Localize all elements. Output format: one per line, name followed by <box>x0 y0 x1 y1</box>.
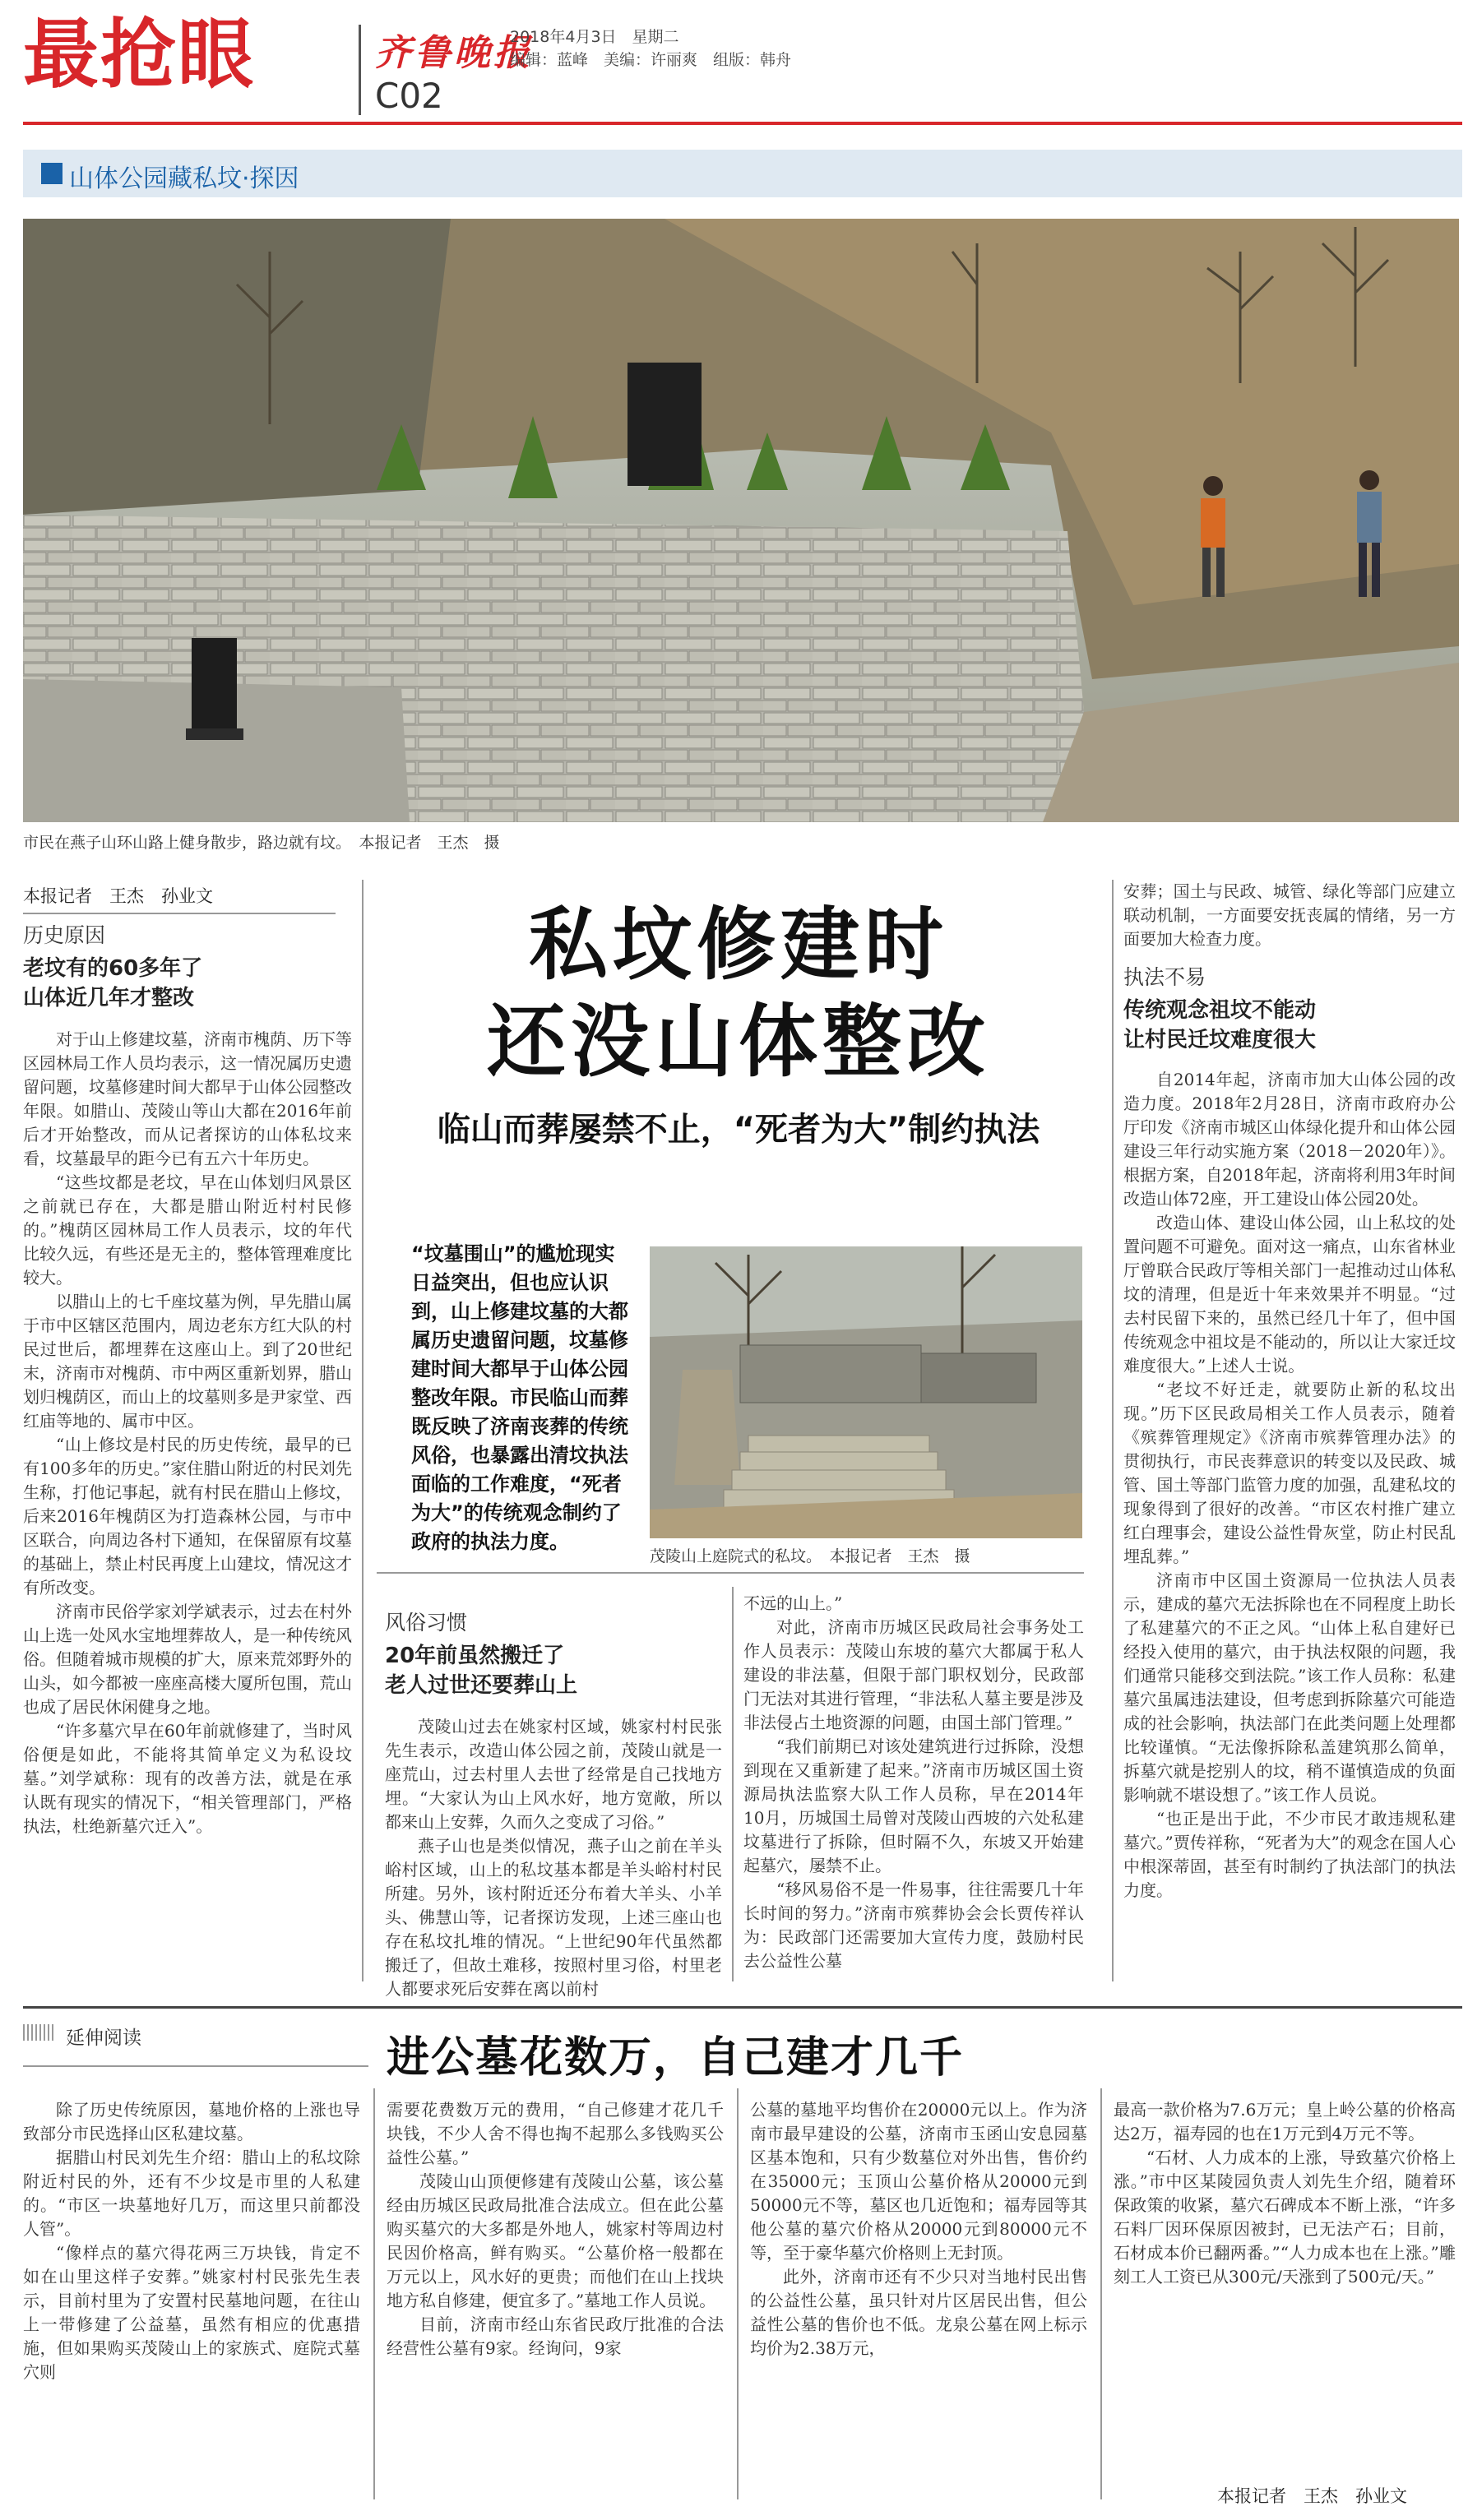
paragraph: “山上修坟是村民的历史传统，最早的已有100多年的历史。”家住腊山附近的村民刘先生称，打他记事起，就有村民在腊山上修坟，后来2016年槐荫区为打造森林公园，与市中区联合，向周边各村下通知，在保留原有坟墓的基础上，禁止村民再度上山建坟，情况这才有所改变。 <box>23 1435 352 1598</box>
body-text <box>385 1715 722 2001</box>
paragraph: 改造山体、建设山体公园，山上私坟的处置问题不可避免。面对这一痛点，山东省林业厅曾联合民政厅等相关部门一起推动过山体私坟的清理，但是近十年来效果并不明显。“过去村民留下来的，虽然已经几十年了，但中国传统观念中祖坟是不能动的，所以让大家迁坟难度很大。”上述人士说。 <box>1123 1213 1456 1376</box>
paragraph: 茂陵山山顶便修建有茂陵山公墓，该公墓经由历城区民政局批准合法成立。但在此公墓购买墓穴的大多都是外地人，姚家村等周边村民因价格高，鲜有购买。“公墓价格一般都在万元以上，风水好的更贵；而他们在山上找块地方私自修建，便宜多了。”墓地工作人员说。 <box>387 2171 724 2310</box>
article-column-2 <box>385 1607 722 2001</box>
lead-summary: “坟墓围山”的尴尬现实日益突出，但也应认识到，山上修建坟墓的大都属历史遗留问题，坟墓修建时间大都早于山体公园整改年限。市民临山而葬既反映了济南丧葬的传统风俗，也暴露出清坟执法面临的工作难度，“死者为大”的传统观念制约了政府的执法力度。 <box>411 1242 628 1553</box>
paragraph: “许多墓穴早在60年前就修建了，当时风俗便是如此，不能将其简单定义为私设坟墓。”刘学斌称：现有的改善方法，就是在承认既有现实的情况下，“相关管理部门，严格执法，杜绝新墓穴迁入”。 <box>23 1721 352 1836</box>
headline-line-2: 还没山体整改 <box>487 996 990 1088</box>
paragraph: “移风易俗不是一件易事，往往需要几十年长时间的努力。”济南市殡葬协会会长贾传祥认为：民政部门还需要加大宣传力度，鼓励村民去公益性公墓 <box>743 1880 1084 1971</box>
paragraph: 据腊山村民刘先生介绍：腊山上的私坟除附近村民的外，还有不少坟是市里的人私建的。“市区一块墓地好几万，而这里只前都没人管”。 <box>23 2148 360 2239</box>
bottom-byline: 本报记者 王杰 孙业文 <box>1217 2486 1407 2506</box>
issue-date: 2018年4月3日 星期二 <box>510 28 679 46</box>
bottom-column-2 <box>387 2098 724 2360</box>
header-rule <box>23 122 1462 125</box>
page-number: C02 <box>375 76 443 116</box>
column-rule <box>1112 880 1114 1981</box>
deck-line: 传统观念祖坟不能动 <box>1123 998 1317 1023</box>
deck-line: 山体近几年才整改 <box>23 986 195 1010</box>
headline-block <box>377 896 1100 1150</box>
top-photo-caption: 市民在燕子山环山路上健身散步，路边就有坟。 本报记者 王杰 摄 <box>23 834 500 852</box>
paragraph: 目前，济南市经山东省民政厅批准的合法经营性公墓有9家。经询问，9家 <box>387 2314 724 2358</box>
article-column-4 <box>1123 880 1456 1903</box>
section-kicker: 风俗习惯 <box>385 1611 468 1635</box>
paragraph: 济南市民俗学家刘学斌表示，过去在村外山上选一处风水宝地埋葬故人，是一种传统风俗。但随着城市规模的扩大，原来荒郊野外的山头，如今都被一座座高楼大厦所包围，荒山也成了居民休闲健身之地。 <box>23 1602 352 1717</box>
subheadline: 临山而葬屡禁不止，“死者为大”制约执法 <box>437 1111 1040 1149</box>
extended-reading-label: 延伸阅读 <box>66 2028 141 2049</box>
top-photo <box>23 219 1459 822</box>
headline-line-1: 私坟修建时 <box>529 899 948 991</box>
paragraph: 自2014年起，济南市加大山体公园的改造力度。2018年2月28日，济南市政府办公厅印发《济南市城区山体绿化提升和山体公园建设三年行动实施方案（2018－2020年）》。根据方案，自2018年起，济南将利用3年时间改造山体72座，开工建设山体公园20处。 <box>1123 1070 1456 1209</box>
article-column-3 <box>743 1592 1084 1973</box>
deck-line: 老人过世还要葬山上 <box>385 1673 578 1698</box>
page-column-title: 最抢眼 <box>23 11 256 99</box>
paragraph: 除了历史传统原因，墓地价格的上涨也导致部分市民选择山区私建坟墓。 <box>23 2100 360 2143</box>
column-rule <box>362 880 364 1981</box>
paragraph: “也正是出于此，不少市民才敢违规私建墓穴。”贾传祥称，“死者为大”的观念在国人心中根深蒂固，甚至有时制约了执法部门的执法力度。 <box>1123 1809 1456 1900</box>
bottom-headline: 进公墓花数万，自己建才几千 <box>387 2033 965 2083</box>
paragraph: 公墓的墓地平均售价在20000元以上。作为济南市最早建设的公墓，济南市玉函山安息园墓区基本饱和，只有少数墓位对外出售，售价约在35000元；玉顶山公墓价格从20000元到50000元不等，墓区也几近饱和；福寿园等其他公墓的墓穴价格从20000元到80000元不等，至于豪华墓穴价格则上无封顶。 <box>750 2100 1087 2263</box>
paragraph: 对于山上修建坟墓，济南市槐荫、历下等区园林局工作人员均表示，这一情况属历史遗留问题，坟墓修建时间大都早于山体公园整改年限。如腊山、茂陵山等山大都在2016年前后才开始整改，而从记者探访的山体私坟来看，坟墓最早的距今已有五六十年历史。 <box>23 1029 352 1168</box>
staff-credits: 编辑：蓝峰 美编：许丽爽 组版：韩舟 <box>510 51 792 69</box>
paragraph: “我们前期已对该处建筑进行过拆除，没想到现在又重新建了起来。”济南市历城区国土资源局执法监察大队工作人员称，早在2014年10月，历城国土局曾对茂陵山西坡的六处私建坟墓进行了拆除，但时隔不久，东坡又开始建起墓穴，屡禁不止。 <box>743 1736 1084 1875</box>
paragraph: “老坟不好迁走，就要防止新的私坟出现。”历下区民政局相关工作人员表示，随着《殡葬管理规定》《济南市殡葬管理办法》的贯彻执行，市民丧葬意识的转变以及民政、城管、国土等部门监管力度的加强，乱建私坟的现象得到了很好的改善。“市区农村推广建立红白理事会，建设公益性骨灰堂，防止村民乱埋乱葬。” <box>1123 1380 1456 1566</box>
header-divider <box>359 25 361 115</box>
deck-line: 老坟有的60多年了 <box>23 956 203 981</box>
paragraph: 最高一款价格为7.6万元；皇上岭公墓的价格高达2万，福寿园的也在1万元到4万元不等。 <box>1114 2100 1456 2143</box>
section-label: 山体公园藏私坟·探因 <box>69 164 299 193</box>
section-deck <box>23 954 352 1013</box>
paragraph: 安葬；国土与民政、城管、绿化等部门应建立联动机制，一方面要安抚丧属的情绪，另一方面要加大检查力度。 <box>1123 881 1456 949</box>
paragraph: 此外，济南市还有不少只对当地村民出售的公益性公墓，虽只针对片区居民出售，但公益性公墓的售价也不低。龙泉公墓在网上标示均价为2.38万元， <box>750 2267 1087 2358</box>
mid-photo <box>650 1246 1082 1538</box>
deck-line: 20年前虽然搬迁了 <box>385 1644 565 1668</box>
divider <box>377 1572 1084 1574</box>
bottom-column-1 <box>23 2098 360 2384</box>
paragraph: “这些坟都是老坟，早在山体划归风景区之前就已存在，大都是腊山附近村村民修的。”槐荫区园林局工作人员表示，坟的年代比较久远，有些还是无主的，整体管理难度比较大。 <box>23 1172 352 1288</box>
body-text <box>743 1592 1084 1973</box>
newspaper-logo: 齐鲁晚报 <box>375 32 533 74</box>
paragraph: “石材、人力成本的上涨，导致墓穴价格上涨。”市中区某陵园负责人刘先生介绍，随着环保政策的收紧，墓穴石碑成本不断上涨，“许多石料厂因环保原因被封，已无法产石；目前，石材成本价已翻两番。”“人力成本也在上涨。”雕刻工人工资已从300元/天涨到了500元/天。” <box>1114 2148 1456 2286</box>
paragraph: 需要花费数万元的费用，“自己修建才花几千块钱，不少人舍不得也掏不起那么多钱购买公益性公墓。” <box>387 2100 724 2167</box>
paragraph: “像样点的墓穴得花两三万块钱，肯定不如在山里这样子安葬。”姚家村村民张先生表示，目前村里为了安置村民墓地问题，在往山上一带修建了公益墓，虽然有相应的优惠措施，但如果购买茂陵山上的家族式、庭院式墓穴则 <box>23 2243 360 2382</box>
paragraph: 燕子山也是类似情况，燕子山之前在羊头峪村区域，山上的私坟基本都是羊头峪村村民所建。另外，该村附近还分布着大羊头、小羊头、佛慧山等，记者探访发现，上述三座山也存在私坟扎堆的情况。“上世纪90年代虽然都搬迁了，但故土难移，按照村里习俗，村里老人都要求死后安葬在离以前村 <box>385 1836 722 1999</box>
column-rule <box>737 2088 739 2499</box>
section-square-icon <box>41 163 63 184</box>
paragraph: 对此，济南市历城区民政局社会事务处工作人员表示：茂陵山东坡的墓穴大都属于私人建设的非法墓，但限于部门职权划分，民政部门无法对其进行管理，“非法私人墓主要是涉及非法侵占土地资源的问题，由国土部门管理。” <box>743 1617 1084 1732</box>
bottom-section-rule <box>23 2006 1462 2009</box>
extended-reading-box <box>23 2018 368 2067</box>
section-kicker: 历史原因 <box>23 923 106 947</box>
paragraph: 以腊山上的七千座坟墓为例，早先腊山属于市中区辖区范围内，周边老东方红大队的村民过世后，都埋葬在这座山上。到了20世纪末，济南市对槐荫、市中两区重新划界，腊山划归槐荫区，而山上的坟墓则多是尹家堂、西红庙等地的、属市中区。 <box>23 1292 352 1431</box>
body-text <box>1123 1068 1456 1903</box>
column-rule <box>732 1587 734 1981</box>
bottom-column-3 <box>750 2098 1087 2360</box>
paragraph: 茂陵山过去在姚家村区域，姚家村村民张先生表示，改造山体公园之前，茂陵山就是一座荒山，过去村里人去世了经常是自己找地方埋。“大家认为山上风水好，地方宽敞，所以都来山上安葬，久而久之变成了习俗。” <box>385 1717 722 1832</box>
byline: 本报记者 王杰 孙业文 <box>23 886 213 906</box>
section-deck <box>1123 996 1456 1055</box>
article-column-1 <box>23 919 352 1838</box>
column-rule <box>1100 2088 1102 2499</box>
paragraph: 不远的山上。” <box>743 1593 843 1613</box>
section-deck <box>385 1641 722 1700</box>
hatch-icon <box>23 2024 54 2041</box>
divider <box>23 913 336 914</box>
courtyard-tomb-image <box>650 1246 1082 1538</box>
section-kicker: 执法不易 <box>1123 965 1206 989</box>
mid-photo-caption: 茂陵山上庭院式的私坟。 本报记者 王杰 摄 <box>650 1547 970 1565</box>
column-rule <box>373 2088 375 2499</box>
body-text <box>1123 880 1456 951</box>
body-text <box>23 1028 352 1838</box>
paragraph: 济南市中区国土资源局一位执法人员表示，建成的墓穴无法拆除也在不同程度上助长了私建墓穴的不正之风。“山体上私自建好已经投入使用的墓穴，由于执法权限的问题，我们通常只能移交到法院。”该工作人员称：私建墓穴虽属违法建设，但考虑到拆除墓穴可能造成的社会影响，执法部门在此类问题上处理都比较谨慎。“无法像拆除私盖建筑那么简单，拆墓穴就是挖别人的坟，稍不谨慎造成的负面影响就不堪设想了。”该工作人员说。 <box>1123 1570 1456 1805</box>
hillside-cemetery-image <box>23 219 1459 822</box>
bottom-column-4 <box>1114 2098 1456 2289</box>
deck-line: 让村民迁坟难度很大 <box>1123 1028 1317 1052</box>
section-bar <box>23 150 1462 197</box>
